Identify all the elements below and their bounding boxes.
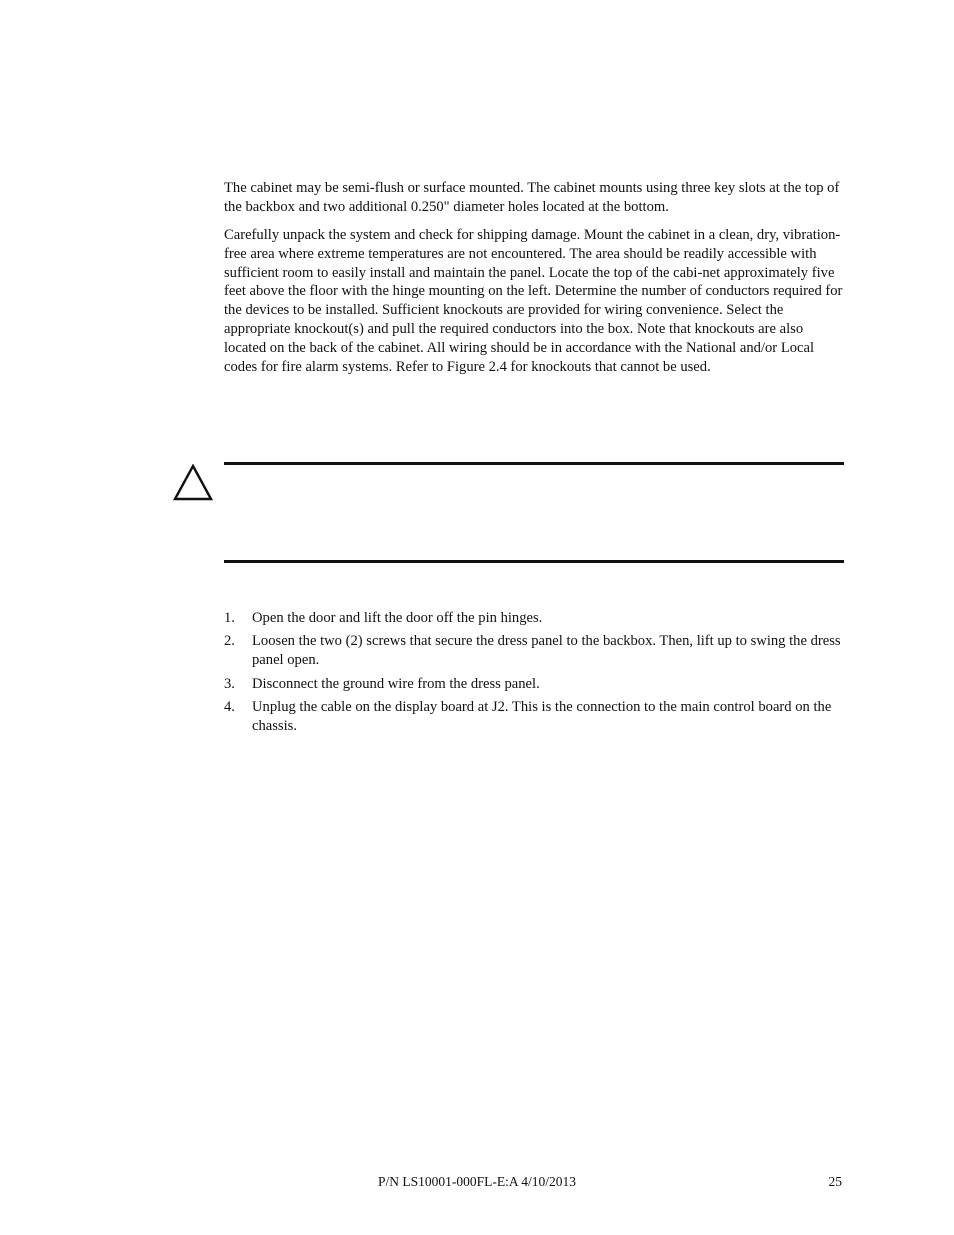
- step-text: Unplug the cable on the display board at J2. This is the connection to the main control board on the chassis.: [252, 698, 832, 734]
- procedure-steps-list: [224, 609, 844, 740]
- step-text: Loosen the two (2) screws that secure the dress panel to the backbox. Then, lift up to swing the dress panel open.: [252, 633, 841, 669]
- body-paragraph-mounting: The cabinet may be semi-flush or surface mounted. The cabinet mounts using three key slots at the top of the backbox and two additional 0.250" diameter holes located at the bottom.: [224, 180, 840, 215]
- step-number: 1.: [224, 610, 235, 626]
- warning-bottom-rule: [224, 560, 844, 563]
- warning-top-rule: [224, 462, 844, 465]
- step-number: 2.: [224, 633, 235, 650]
- list-item: [224, 609, 844, 628]
- step-number: 4.: [224, 698, 235, 715]
- list-item: [224, 632, 844, 670]
- list-item: [224, 698, 844, 736]
- step-text: Disconnect the ground wire from the dress panel.: [252, 675, 540, 692]
- step-number: 3.: [224, 675, 235, 692]
- footer-page-number: 25: [828, 1174, 842, 1189]
- list-item: [224, 675, 844, 694]
- footer-part-number: P/N LS10001-000FL-E:A 4/10/2013: [377, 1174, 576, 1189]
- caution-triangle-icon: [173, 464, 213, 502]
- body-paragraph-unpacking: Carefully unpack the system and check for shipping damage. Mount the cabinet in a clean, dry, vibration-free area where extreme temperatures are not encountered. The area should be readily accessible with sufficient room to easily install and maintain the panel. Locate the top of the cabi-net approximately five feet above the floor with the hinge mounting on the left. Determine the number of conductors required for the devices to be installed. Sufficient knockouts are provided for wiring convenience. Select the appropriate knockout(s) and pull the required conductors into the box. Note that knockouts are also located on the back of the cabinet. All wiring should be in accordance with the National and/or Local codes for fire alarm systems. Refer to Figure 2.4 for knockouts that cannot be used.: [224, 227, 843, 375]
- step-text: Open the door and lift the door off the pin hinges.: [252, 610, 543, 626]
